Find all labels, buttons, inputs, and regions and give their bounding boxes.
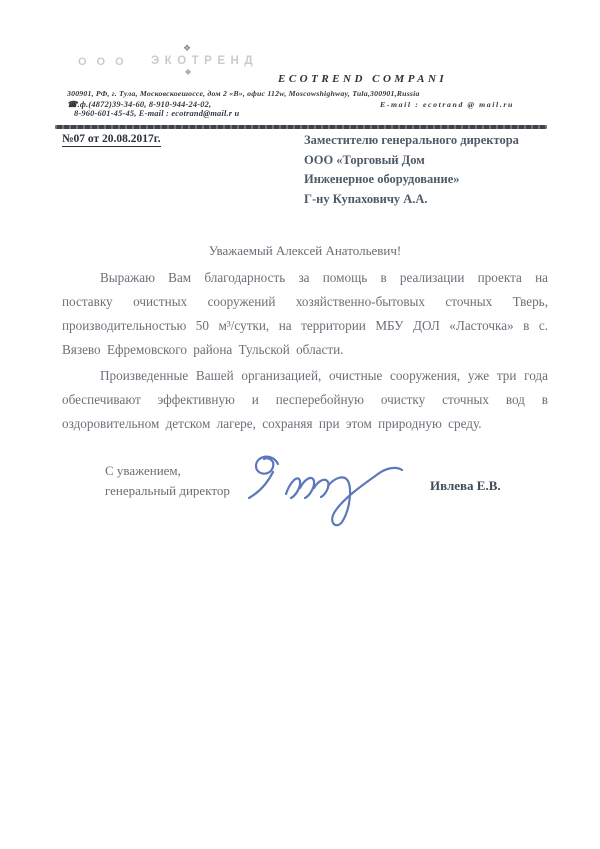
company-phone-line2: 8-960-601-45-45, E-mail : ecotrand@mail.r u [74, 109, 240, 118]
body-paragraph-2: Произведенные Вашей организацией, очистные сооружения, уже три года обеспечивают эффективную и песперебойную очистку сточных вод в оздоровительном детском лагере, сохраняя при этом природную среду. [62, 368, 548, 431]
company-name: ECOTREND COMPANI [278, 73, 448, 85]
letterhead-divider [55, 125, 547, 129]
company-email: E-mail : ecotrand @ mail.ru [380, 100, 514, 109]
letter-body [62, 266, 548, 438]
company-address: 300901, РФ, г. Тула, Московскоешоссе, дом 2 «В», офис 112w, Moscowshighway, Tula,300901,Russia [67, 89, 420, 98]
recipient-line: Инженерное оборудование» [304, 172, 460, 186]
reference-number: №07 от 20.08.2017г. [62, 133, 161, 145]
recipient-line: Заместителю генерального директора [304, 133, 519, 147]
logo-ooo-text: ООО [78, 56, 134, 68]
signatory-name: Ивлева Е.В. [430, 478, 501, 493]
recipient-block [304, 131, 566, 209]
logo-company-text: ЭКОТРЕНД [151, 55, 259, 67]
salutation: Уважаемый Алексей Анатольевич! [208, 243, 402, 258]
recipient-line: Г-ну Купаховичу А.А. [304, 191, 428, 206]
recipient-line: ООО «Торговый Дом [304, 152, 425, 167]
handwritten-signature [248, 446, 418, 536]
logo-leaf-icon: ❖ [183, 43, 192, 53]
company-phone-line1: ☎.ф.(4872)39-34-60, 8-910-944-24-02, [67, 100, 212, 109]
body-paragraph-1: Выражаю Вам благодарность за помощь в реализации проекта на поставку очистных сооружений хозяйственно-бытовых сточных Тверь, производительностью 50 м³/сутки, на территории МБУ ДОЛ «Ласточка» в с. Вязево Ефремовского района Тульской области. [62, 270, 548, 357]
closing-block [105, 461, 230, 501]
logo-diamond-icon: ◆ [185, 67, 192, 76]
closing-line-2: генеральный директор [105, 483, 230, 498]
closing-line-1: С уважением, [105, 463, 181, 478]
